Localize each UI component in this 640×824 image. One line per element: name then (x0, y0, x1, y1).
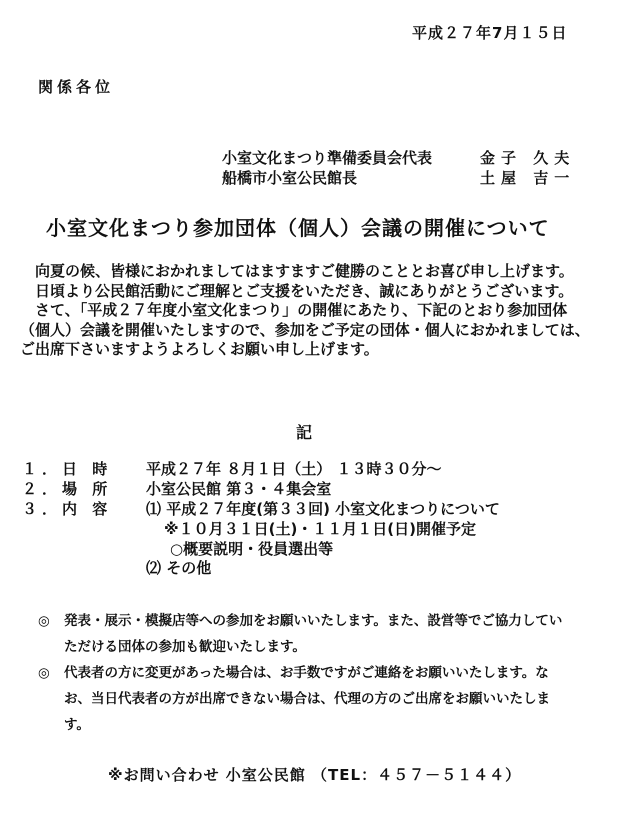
item-content-1: ⑴ 平成２７年度(第３３回) 小室文化まつりについて (146, 500, 500, 518)
sender-name-2: 土屋 吉一 (480, 169, 576, 187)
note-representative (38, 660, 568, 738)
item-place-value: 小室公民館 第３・４集会室 (146, 480, 332, 498)
sender-name-1: 金子 久夫 (480, 149, 576, 167)
item-date-label: １．日 時 (22, 460, 113, 478)
item-place-row (0, 478, 640, 498)
note-participation-text: 発表・展示・模擬店等への参加をお願いいたします。また、設営等でご協力していただける団体の参加も歓迎いたします。 (64, 613, 563, 655)
body-paragraph-greeting: 向夏の候、皆様におかれましてはますますご健勝のこととお喜び申し上げます。 (35, 262, 574, 280)
body-paragraph-thanks: 日頃より公民館活動にご理解とご支援をいただき、誠にありがとうございます。 (35, 281, 574, 300)
addressee: 関係各位 (38, 78, 115, 96)
document-title: 小室文化まつり参加団体（個人）会議の開催について (46, 216, 550, 240)
item-content-1-sub: ○概要説明・役員選出等 (170, 540, 334, 558)
item-date-row (0, 458, 640, 478)
item-content-1-note: ※１０月３１日(土)・１１月１日(日)開催予定 (164, 520, 477, 538)
note-representative-text: 代表者の方に変更があった場合は、お手数ですがご連絡をお願いいたします。なお、当日代表者の方が出席できない場合は、代理の方のご出席をお願いいたします。 (64, 665, 550, 733)
double-circle-icon: ◎ (38, 613, 50, 629)
item-content-label: ３．内 容 (22, 500, 113, 518)
double-circle-icon: ◎ (38, 665, 50, 681)
ki-heading: 記 (296, 423, 313, 442)
sender-org-2: 船橋市小室公民館長 (222, 169, 358, 187)
item-date-value: 平成２７年 ８月１日（土） １３時３０分～ (146, 460, 442, 478)
inquiry-contact: ※お問い合わせ 小室公民館 （TEL：４５７－５１４４） (108, 766, 522, 784)
issue-date: 平成２７年7月１５日 (412, 24, 568, 42)
item-content-2: ⑵ その他 (146, 559, 212, 577)
body-paragraph-request: さて、「平成２７年度小室文化まつり」の開催にあたり、下記のとおり参加団体（個人）会議を開催いたしますので、参加をご予定の団体・個人におかれましては、ご出席下さいますようよろしくお願い申し上げます。 (20, 301, 590, 358)
item-place-label: ２．場 所 (22, 480, 113, 498)
sender-org-1: 小室文化まつり準備委員会代表 (222, 149, 433, 167)
note-participation (38, 608, 568, 660)
body-text (20, 262, 592, 360)
item-content-row (0, 498, 640, 518)
